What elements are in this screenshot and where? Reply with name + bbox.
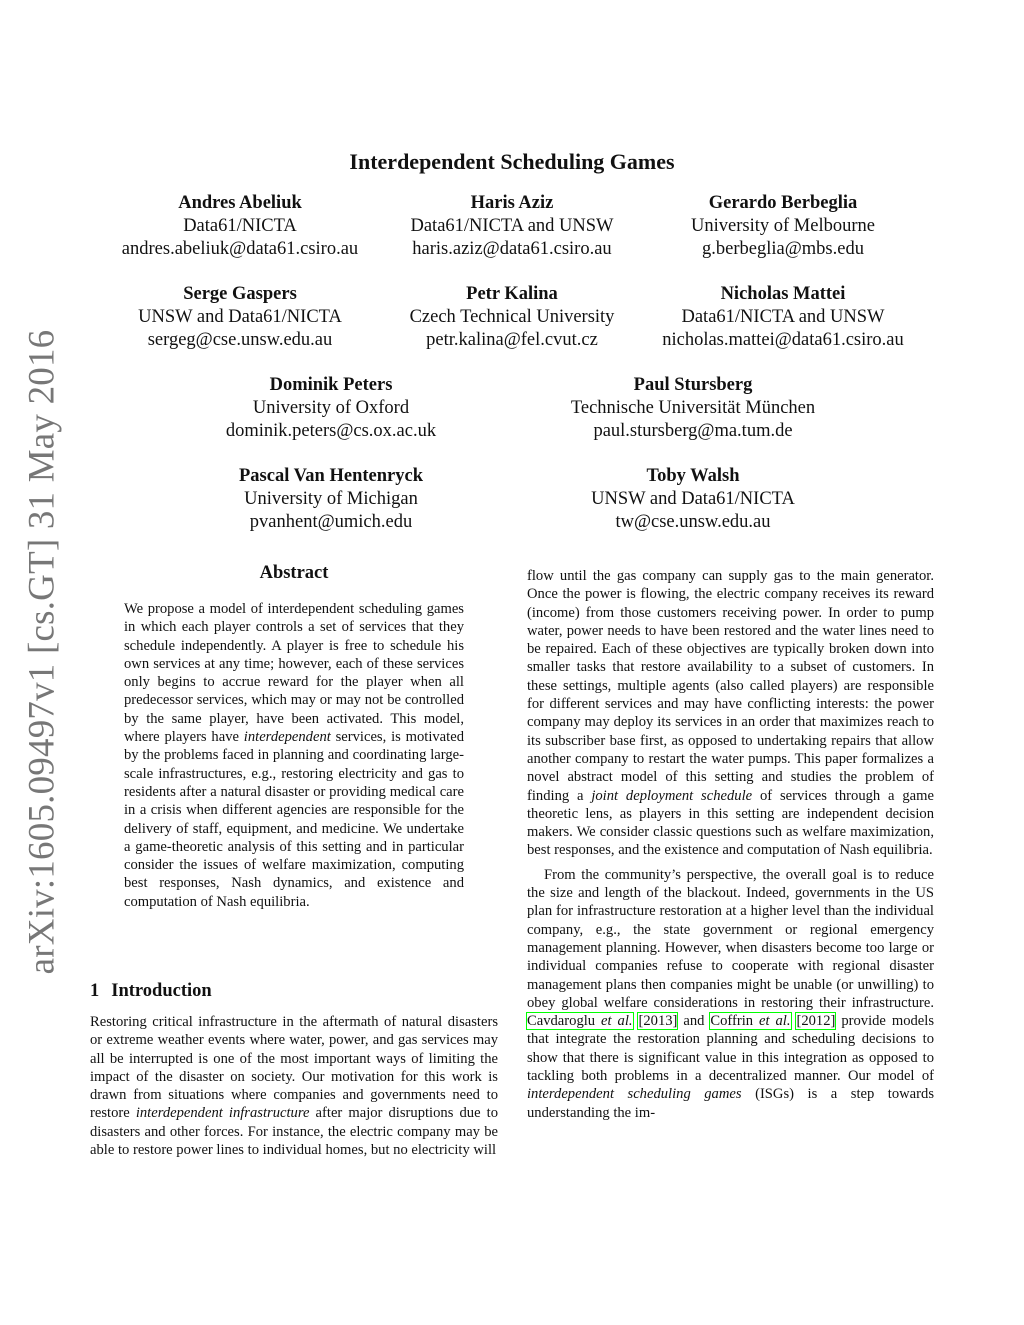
- author-email: tw@cse.unsw.edu.au: [615, 512, 771, 532]
- paragraph-text: provide models that integrate the restoration planning and scheduling decisions to show that there is significant value in this integration as opposed to tackling both problems in a decentralized manner. Our model of: [527, 1013, 935, 1085]
- author-email: andres.abeliuk@data61.csiro.au: [121, 239, 359, 259]
- paragraph-text: of services through a game theoretic lens, as players in this setting are independent decision makers. We consider classic questions such as welfare maximization, best responses, and the existence and computation of Nash equilibria.: [527, 787, 934, 859]
- author-email: dominik.peters@cs.ox.ac.uk: [225, 421, 437, 441]
- author-affiliation: University of Melbourne: [691, 216, 875, 236]
- abstract-heading: Abstract: [259, 563, 329, 583]
- author-affiliation: Data61/NICTA and UNSW: [410, 216, 614, 236]
- author-affiliation: Data61/NICTA and UNSW: [681, 307, 885, 327]
- right-column: [527, 567, 934, 1122]
- abstract-text: [124, 600, 464, 911]
- author-block: [523, 465, 863, 534]
- citation-link-cavdaroglu[interactable]: [527, 1013, 633, 1029]
- citation-author: Cavdaroglu: [527, 1013, 596, 1030]
- paragraph-text: Restoring critical infrastructure in the aftermath of natural disasters or extreme weather events where water, power, and gas services may all be interrupted is one of the most important ways of limiting the impact of the disaster on society. Our motivation for this work is drawn from situations where companies and governments need to restore: [90, 1014, 498, 1122]
- author-block: [613, 283, 953, 352]
- author-affiliation: UNSW and Data61/NICTA: [138, 307, 342, 327]
- paragraph-emphasis: interdependent scheduling games: [527, 1086, 742, 1103]
- author-affiliation: University of Michigan: [244, 489, 418, 509]
- paragraph-text: From the community’s perspective, the overall goal is to reduce the size and length of the blackout. Indeed, governments in the US plan for infrastructure restoration at a higher level than the individual company, e.g., the state government or regional emergency management planning. However, when disasters become too large or individual companies refuse to cooperate with regional disaster management plans then companies might be unable (or unwilling) to obey global welfare considerations in restoring their infrastructure.: [527, 866, 934, 1011]
- intro-paragraph: [90, 1013, 498, 1159]
- author-affiliation: Technische Universität München: [570, 398, 816, 418]
- author-name: Pascal Van Hentenryck: [239, 466, 423, 486]
- author-email: petr.kalina@fel.cvut.cz: [426, 330, 598, 350]
- paragraph-text: (ISGs) is a step towards understanding the im-: [527, 1086, 934, 1121]
- paper-title: Interdependent Scheduling Games: [349, 149, 675, 174]
- author-affiliation: Data61/NICTA: [183, 216, 297, 236]
- author-affiliation: University of Oxford: [252, 398, 410, 418]
- paragraph-emphasis: interdependent infrastructure: [135, 1105, 310, 1122]
- author-name: Paul Stursberg: [633, 375, 753, 395]
- paragraph-text: after major disruptions due to disasters and other forces. For instance, the electric company may be able to restore power lines to individual homes, but no electricity will: [90, 1105, 498, 1159]
- author-name: Haris Aziz: [470, 193, 554, 213]
- author-email: g.berbeglia@mbs.edu: [702, 239, 864, 259]
- author-name: Dominik Peters: [269, 375, 393, 395]
- author-email: sergeg@cse.unsw.edu.au: [147, 330, 333, 350]
- section-heading: [90, 981, 212, 1002]
- author-name: Petr Kalina: [466, 284, 558, 304]
- author-block: [613, 192, 953, 261]
- author-name: Gerardo Berbeglia: [708, 193, 858, 213]
- author-name: Toby Walsh: [646, 466, 740, 486]
- intro-paragraph-continued: [527, 567, 934, 860]
- author-affiliation: Czech Technical University: [409, 307, 615, 327]
- arxiv-identifier-stamp: arXiv:1605.09497v1 [cs.GT] 31 May 2016: [21, 329, 63, 975]
- author-email: pvanhent@umich.edu: [249, 512, 413, 532]
- paragraph-text: flow until the gas company can supply gas to the main generator. Once the power is flowing, the electric company receives its reward (income) from those customers receiving power. In order to pump water, power needs to have been restored and the water lines need to be repaired. Each of these objectives are typically broken down into smaller tasks that restore availability to a subset of customers. In these settings, multiple agents (also called players) are responsible for different services and may have conflicting interests: the power company may deploy its services in an order that maximizes reach to its subscriber base first, as opposed to undertaking repairs that allow another company to restart the water pumps. This paper formalizes a novel abstract model of this setting and studies the problem of finding a: [527, 568, 934, 804]
- author-email: nicholas.mattei@data61.csiro.au: [662, 330, 904, 350]
- citation-year-link[interactable]: [2013]: [638, 1013, 678, 1030]
- intro-paragraph: [527, 866, 934, 1122]
- paragraph-emphasis: joint deployment schedule: [591, 787, 753, 804]
- section-number: 1: [90, 981, 100, 1001]
- abstract-emphasis: interdependent: [243, 729, 331, 746]
- abstract-text-part: We propose a model of interdependent scheduling games in which each player controls a set of services that they schedule independently. A player is free to schedule his own services at any time; however, each of these services only begins to accrue reward for the player when all predecessor services, which may or may not be controlled by the same player, have been activated. This model, where players have: [124, 601, 464, 746]
- author-block: [523, 374, 863, 443]
- author-name: Serge Gaspers: [183, 284, 297, 304]
- author-email: paul.stursberg@ma.tum.de: [593, 421, 793, 441]
- author-email: haris.aziz@data61.csiro.au: [412, 239, 612, 259]
- citation-link-coffrin[interactable]: [710, 1013, 790, 1029]
- paragraph-text: and: [677, 1013, 711, 1030]
- citation-year-link[interactable]: [2012]: [796, 1013, 836, 1030]
- citation-etal: et al.: [759, 1013, 791, 1030]
- abstract-text-part: services, is motivated by the problems faced in planning and coordinating large-scale infrastructures, e.g., restoring electricity and gas to residents after a natural disaster or providing medical care in a crisis when different agencies are responsible for the delivery of staff, equipment, and medicine. We undertake a game-theoretic analysis of this setting and in particular consider the issues of welfare maximization, computing best responses, Nash dynamics, and existence and computation of Nash equilibria.: [124, 729, 464, 910]
- section-title: Introduction: [111, 981, 212, 1001]
- citation-etal: et al.: [601, 1013, 633, 1030]
- citation-author: Coffrin: [710, 1013, 754, 1030]
- author-name: Andres Abeliuk: [178, 193, 302, 213]
- author-block: [161, 374, 501, 443]
- author-name: Nicholas Mattei: [720, 284, 846, 304]
- author-block: [161, 465, 501, 534]
- author-affiliation: UNSW and Data61/NICTA: [591, 489, 795, 509]
